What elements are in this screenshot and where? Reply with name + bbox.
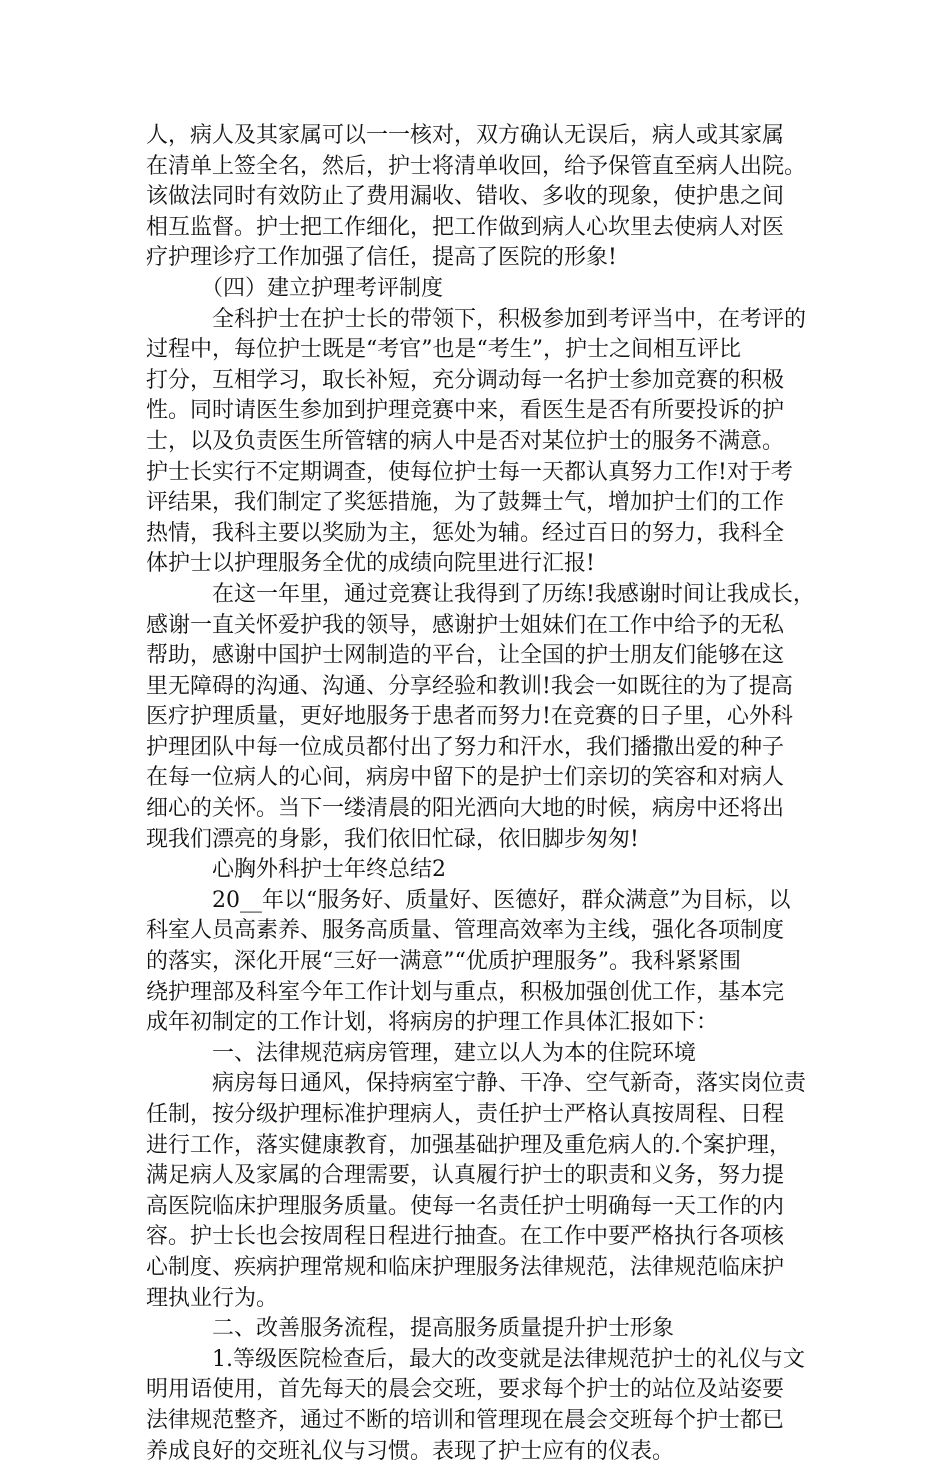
paragraph-etiquette: 1.等级医院检查后，最大的改变就是法律规范护士的礼仪与文 明用语使用，首先每天的晨会交班，要求每个护士的站位及站姿要 法律规范整齐，通过不断的培训和管理现在晨会交班每个护士都已 养成良好的交班礼仪与习惯。表现了护士应有的仪表。	[146, 1346, 805, 1464]
document-body	[146, 121, 836, 1467]
heading-service-process: 二、改善服务流程，提高服务质量提升护士形象	[146, 1316, 675, 1342]
heading-evaluation-system: （四）建立护理考评制度	[146, 275, 444, 301]
paragraph-summary-intro: 20__年以“服务好、质量好、医德好，群众满意”为目标，以 科室人员高素养、服务高质量、管理高效率为主线，强化各项制度 的落实，深化开展“三好一满意”“优质护理服务”。我科紧紧围 绕护理部及科室今年工作计划与重点，积极加强创优工作，基本完 成年初制定的工作计划，将病房的护理工作具体汇报如下：	[146, 887, 791, 1036]
paragraph-billing-continuation: 人，病人及其家属可以一一核对，双方确认无误后，病人或其家属 在清单上签全名，然后，护士将清单收回，给予保管直至病人出院。 该做法同时有效防止了费用漏收、错收、多收的现象，使护患之间 相互监督。护士把工作细化，把工作做到病人心坎里去使病人对医 疗护理诊疗工作加强了信任，提高了医院的形象!	[146, 123, 807, 271]
heading-ward-management: 一、法律规范病房管理，建立以人为本的住院环境	[146, 1040, 697, 1066]
paragraph-competition-reflection: 在这一年里，通过竞赛让我得到了历练!我感谢时间让我成长， 感谢一直关怀爱护我的领导，感谢护士姐妹们在工作中给予的无私 帮助，感谢中国护士网制造的平台，让全国的护士朋友们能够在这 里无障碍的沟通、沟通、分享经验和教训!我会一如既往的为了提高 医疗护理质量，更好地服务于患者而努力!在竞赛的日子里，心外科 护理团队中每一位成员都付出了努力和汗水，我们播撒出爱的种子 在每一位病人的心间，病房中留下的是护士们亲切的笑容和对病人 细心的关怀。当下一缕清晨的阳光洒向大地的时候，病房中还将出 现我们漂亮的身影，我们依旧忙碌，依旧脚步匆匆!	[146, 581, 815, 852]
paragraph-evaluation: 全科护士在护士长的带领下，积极参加到考评当中，在考评的 过程中，每位护士既是“考官”也是“考生”，护士之间相互评比 打分，互相学习，取长补短，充分调动每一名护士参加竞赛的积极 性。同时请医生参加到护理竞赛中来，看医生是否有所要投诉的护 士，以及负责医生所管辖的病人中是否对某位护士的服务不满意。 护士长实行不定期调查，使每位护士每一天都认真努力工作!对于考 评结果，我们制定了奖惩措施，为了鼓舞士气，增加护士们的工作 热情，我科主要以奖励为主，惩处为辅。经过百日的努力，我科全 体护士以护理服务全优的成绩向院里进行汇报!	[146, 306, 807, 577]
paragraph-ward-management: 病房每日通风，保持病室宁静、干净、空气新奇，落实岗位责 任制，按分级护理标准护理病人，责任护士严格认真按周程、日程 进行工作，落实健康教育，加强基础护理及重危病人的.个案护理， 满足病人及家属的合理需要，认真履行护士的职责和义务，努力提 高医院临床护理服务质量。使每一名责任护士明确每一天工作的内 容。护士长也会按周程日程进行抽查。在工作中要严格执行各项核 心制度、疾病护理常规和临床护理服务法律规范，法律规范临床护 理执业行为。	[146, 1071, 807, 1311]
section-title-summary-2: 心胸外科护士年终总结2	[146, 857, 446, 883]
